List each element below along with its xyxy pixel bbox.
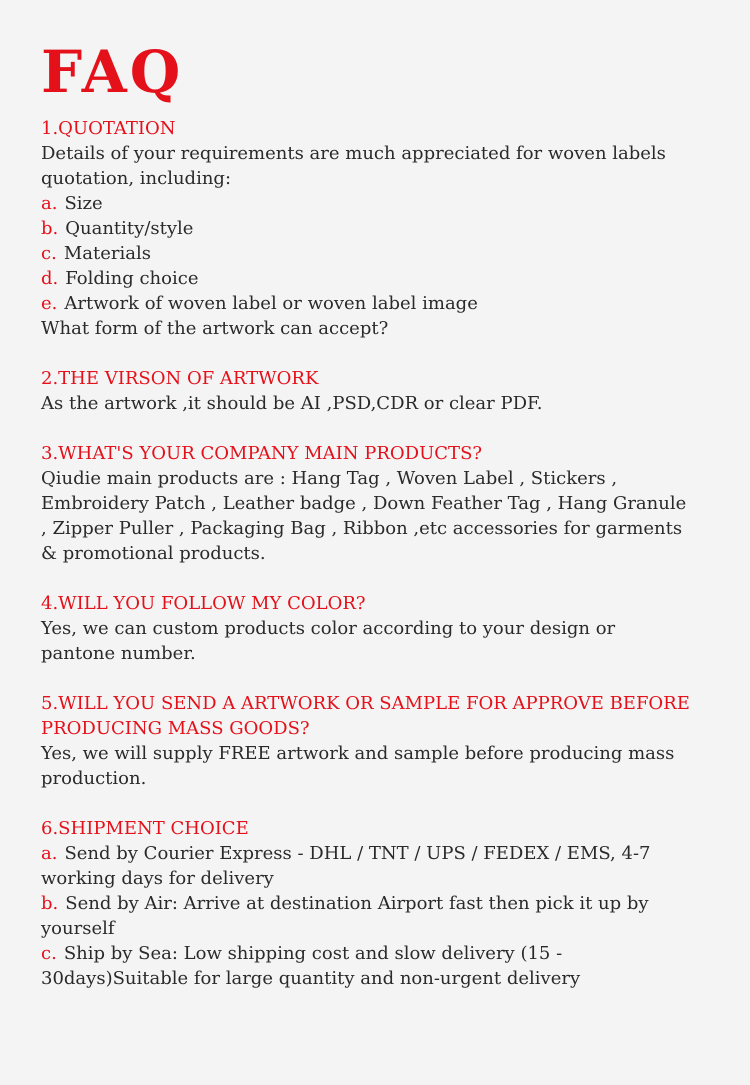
section-text: , Zipper Puller , Packaging Bag , Ribbon ,etc accessories for garments (41, 518, 683, 539)
section-heading: 3.WHAT'S YOUR COMPANY MAIN PRODUCTS? (41, 443, 483, 464)
list-marker: d. (41, 268, 59, 289)
faq-section-sample-approval (41, 691, 731, 791)
section-spacer (41, 791, 731, 816)
section-text: Yes, we will supply FREE artwork and sample before producing mass (41, 743, 675, 764)
faq-section-color (41, 591, 731, 666)
list-item (41, 266, 731, 291)
section-heading: 2.THE VIRSON OF ARTWORK (41, 368, 319, 389)
faq-page (41, 38, 731, 991)
page-title: FAQ (41, 38, 184, 106)
section-text: Details of your requirements are much appreciated for woven labels (41, 143, 666, 164)
list-item-text: Folding choice (65, 268, 199, 289)
section-text: What form of the artwork can accept? (41, 318, 389, 339)
list-item-text: Size (64, 193, 103, 214)
list-item-text: Quantity/style (65, 218, 194, 239)
faq-section-main-products (41, 441, 731, 566)
section-heading-continued: PRODUCING MASS GOODS? (41, 718, 310, 739)
section-text: Qiudie main products are : Hang Tag , Woven Label , Stickers , (41, 468, 618, 489)
section-text: 30days)Suitable for large quantity and non-urgent delivery (41, 968, 581, 989)
list-item (41, 241, 731, 266)
section-heading: 1.QUOTATION (41, 118, 176, 139)
list-item-text: Materials (63, 243, 151, 264)
section-spacer (41, 341, 731, 366)
section-heading: 4.WILL YOU FOLLOW MY COLOR? (41, 593, 366, 614)
list-marker: c. (41, 943, 57, 964)
section-text: quotation, including: (41, 168, 232, 189)
section-heading: 6.SHIPMENT CHOICE (41, 818, 249, 839)
faq-section-shipment (41, 816, 731, 991)
section-text: Yes, we can custom products color according to your design or (41, 618, 616, 639)
list-marker: b. (41, 893, 59, 914)
list-item (41, 216, 731, 241)
list-marker: a. (41, 843, 58, 864)
list-item-text: Ship by Sea: Low shipping cost and slow delivery (15 - (63, 943, 563, 964)
section-heading: 5.WILL YOU SEND A ARTWORK OR SAMPLE FOR APPROVE BEFORE (41, 693, 690, 714)
section-text: Embroidery Patch , Leather badge , Down Feather Tag , Hang Granule (41, 493, 687, 514)
section-text: working days for delivery (41, 868, 274, 889)
faq-section-artwork-version (41, 366, 731, 416)
section-text: & promotional products. (41, 543, 266, 564)
section-text: As the artwork ,it should be AI ,PSD,CDR or clear PDF. (41, 393, 543, 414)
list-marker: c. (41, 243, 57, 264)
section-text: production. (41, 768, 147, 789)
list-item (41, 891, 731, 916)
list-item-text: Send by Courier Express - DHL / TNT / UPS / FEDEX / EMS, 4-7 (64, 843, 651, 864)
list-item (41, 841, 731, 866)
list-marker: b. (41, 218, 59, 239)
list-item (41, 941, 731, 966)
section-spacer (41, 666, 731, 691)
list-item (41, 291, 731, 316)
list-item (41, 191, 731, 216)
section-spacer (41, 566, 731, 591)
section-text: pantone number. (41, 643, 196, 664)
faq-section-quotation (41, 116, 731, 341)
list-item-text: Artwork of woven label or woven label image (64, 293, 478, 314)
list-item-text: Send by Air: Arrive at destination Airport fast then pick it up by (65, 893, 649, 914)
section-spacer (41, 416, 731, 441)
section-text: yourself (41, 918, 115, 939)
list-marker: e. (41, 293, 58, 314)
list-marker: a. (41, 193, 58, 214)
